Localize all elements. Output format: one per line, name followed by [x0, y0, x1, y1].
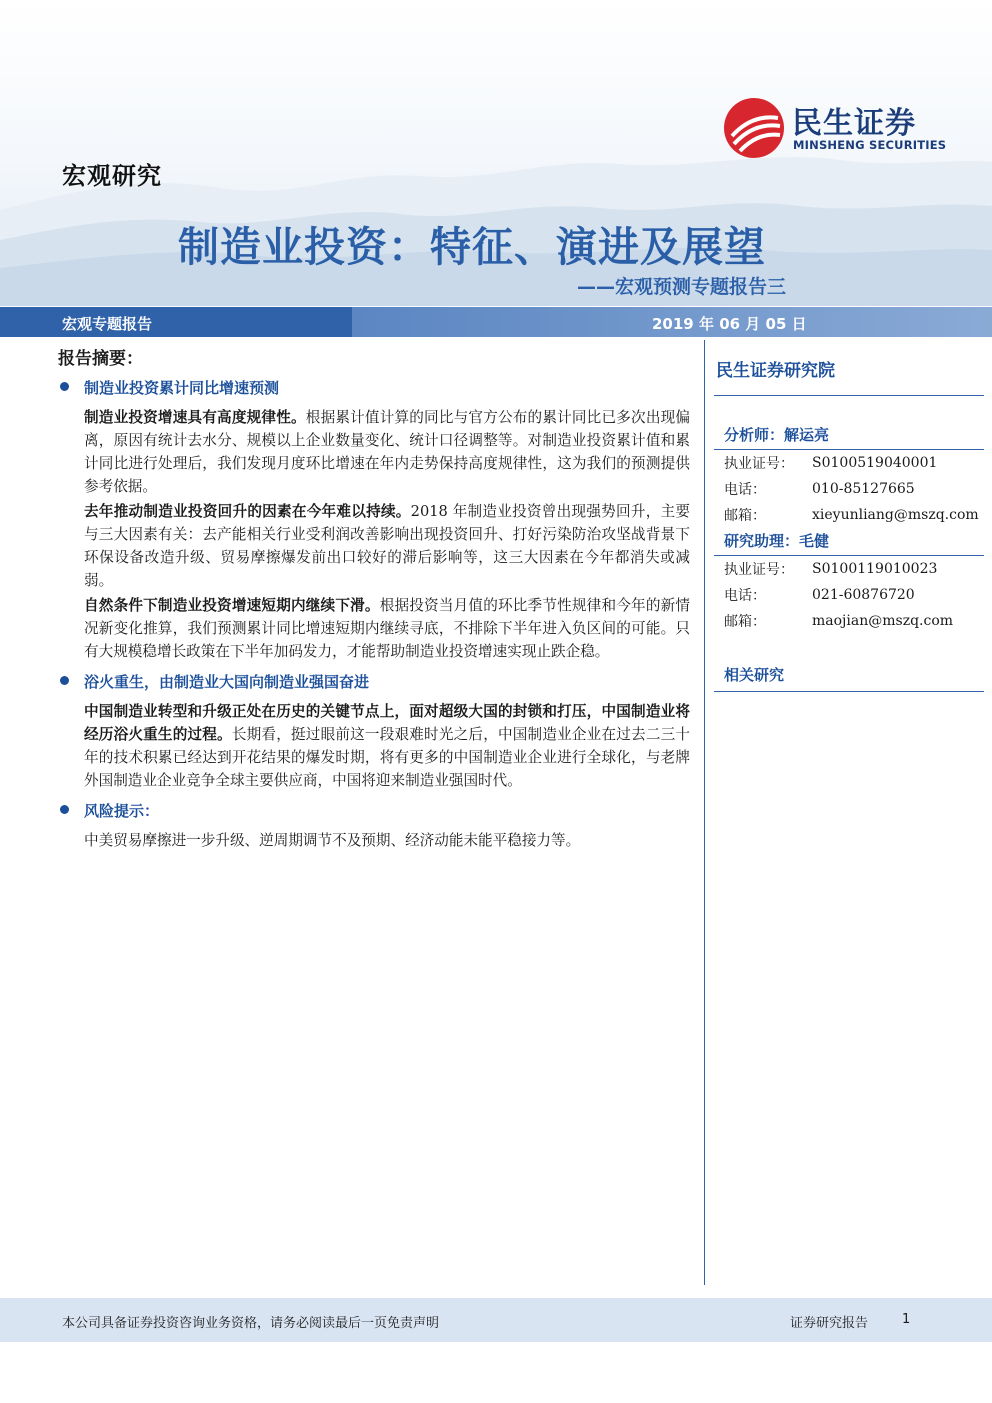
section-heading: 浴火重生，由制造业大国向制造业强国奋进 — [58, 671, 690, 692]
brand-name-en: MINSHENG SECURITIES — [793, 138, 947, 152]
report-date: 2019 年 06 月 05 日 — [652, 315, 807, 333]
report-subtitle: ——宏观预测专题报告三 — [577, 276, 787, 298]
divider — [714, 691, 984, 692]
section-heading: 制造业投资累计同比增速预测 — [58, 377, 690, 398]
report-category: 宏观研究 — [62, 162, 162, 190]
disclaimer-text: 本公司具备证券投资咨询业务资格，请务必阅读最后一页免责声明 — [62, 1316, 440, 1331]
brand-logo — [722, 96, 962, 160]
institute-name: 民生证券研究院 — [716, 361, 835, 381]
summary-paragraph: 去年推动制造业投资回升的因素在今年难以持续。2018 年制造业投资曾出现强势回升，主要与三大因素有关：去产能相关行业受利润改善影响出现投资回升、打好污染防治攻坚战背景下环保设备改造升级、贸易摩擦爆发前出口较好的滞后影响等，这三大因素在今年都消失或减弱。 — [84, 503, 690, 589]
analyst-phone: 010-85127665 — [812, 481, 915, 497]
assistant-license: S0100119010023 — [812, 561, 938, 577]
summary-column — [58, 344, 690, 854]
sidebar — [714, 356, 984, 692]
assistant-phone-row: 电话： 021-60876720 — [714, 582, 984, 608]
bullet-icon — [60, 382, 69, 391]
assistant-email[interactable]: maojian@mszq.com — [812, 613, 954, 629]
analyst-phone-row: 电话： 010-85127665 — [714, 476, 984, 502]
report-header — [0, 0, 992, 306]
report-type-label: 宏观专题报告 — [62, 315, 153, 333]
report-type-band — [0, 307, 992, 337]
logo-emblem-icon — [722, 96, 786, 160]
section-heading: 风险提示： — [58, 800, 690, 821]
summary-paragraph: 中美贸易摩擦进一步升级、逆周期调节不及预期、经济动能未能平稳接力等。 — [84, 832, 581, 849]
summary-paragraph: 制造业投资增速具有高度规律性。根据累计值计算的同比与官方公布的累计同比已多次出现偏离，原因有统计去水分、规模以上企业数量变化、统计口径调整等。对制造业投资累计值和累计同比进行处理后，我们发现月度环比增速在年内走势保持高度规律性，这为我们的预测提供参考依据。 — [84, 409, 690, 495]
analyst-license: S0100519040001 — [812, 455, 938, 471]
assistant-email-row: 邮箱： maojian@mszq.com — [714, 608, 984, 634]
summary-paragraph: 自然条件下制造业投资增速短期内继续下滑。根据投资当月值的环比季节性规律和今年的新情况新变化推算，我们预测累计同比增速短期内继续寻底，不排除下半年进入负区间的可能。只有大规模稳增长政策在下半年加码发力，才能帮助制造业投资增速实现止跌企稳。 — [84, 597, 690, 660]
analyst-email[interactable]: xieyunliang@mszq.com — [812, 507, 979, 523]
divider — [714, 395, 984, 396]
report-title: 制造业投资：特征、演进及展望 — [178, 223, 766, 271]
analyst-heading: 分析师：解运亮 — [724, 426, 830, 444]
analyst-email-row: 邮箱： xieyunliang@mszq.com — [714, 502, 984, 528]
page-footer — [0, 1298, 992, 1342]
summary-heading: 报告摘要： — [58, 349, 143, 369]
bullet-icon — [60, 805, 69, 814]
assistant-license-row: 执业证号： S0100119010023 — [714, 556, 984, 582]
assistant-phone: 021-60876720 — [812, 587, 915, 603]
related-research-heading: 相关研究 — [724, 666, 785, 684]
report-type-footer: 证券研究报告 — [790, 1316, 869, 1331]
page-number: 1 — [902, 1312, 911, 1327]
column-divider — [704, 340, 705, 1285]
brand-name-cn: 民生证券 — [792, 106, 916, 141]
assistant-heading: 研究助理：毛健 — [724, 532, 830, 550]
analyst-license-row: 执业证号： S0100519040001 — [714, 450, 984, 476]
bullet-icon — [60, 676, 69, 685]
summary-paragraph: 中国制造业转型和升级正处在历史的关键节点上，面对超级大国的封锁和打压，中国制造业将经历浴火重生的过程。长期看，挺过眼前这一段艰难时光之后，中国制造业企业在过去二三十年的技术积累已经达到开花结果的爆发时期，将有更多的中国制造业企业进行全球化，与老牌外国制造业企业竞争全球主要供应商，中国将迎来制造业强国时代。 — [84, 703, 690, 789]
